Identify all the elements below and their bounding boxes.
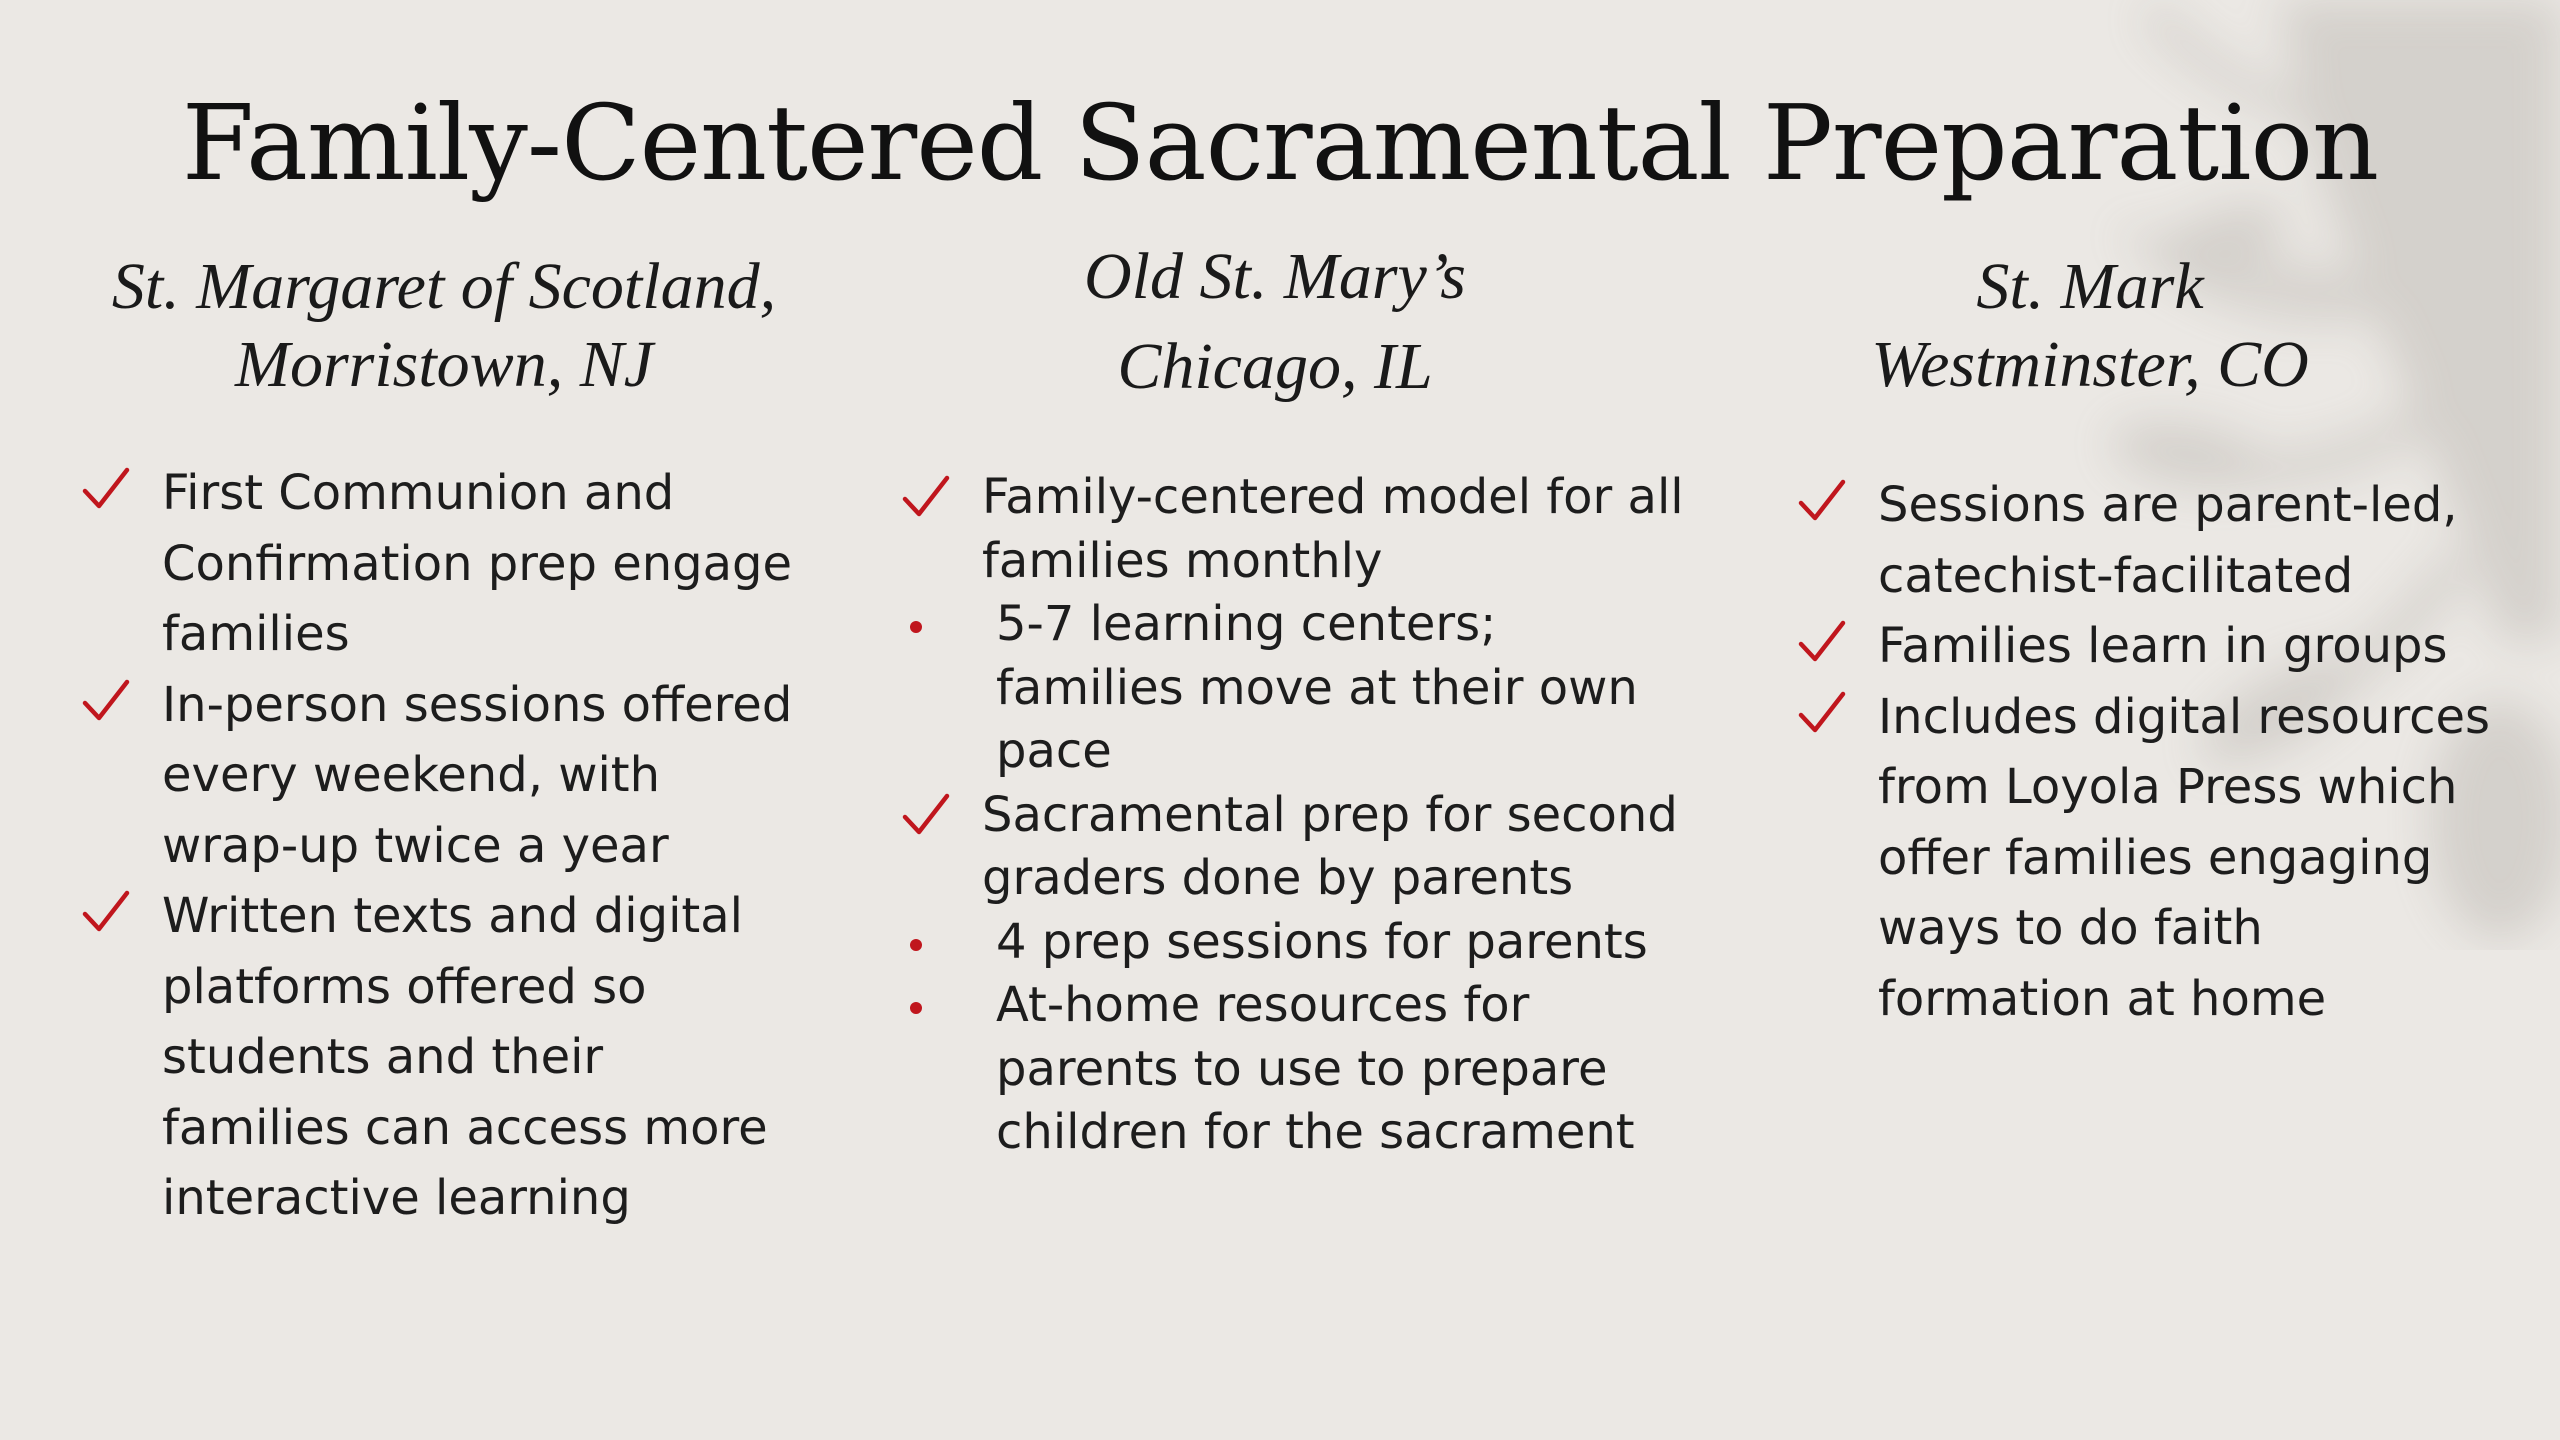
heading-line-location: Westminster, CO [1871,328,2309,401]
column-heading [1740,248,2440,404]
checklist [900,466,1690,1165]
sub-item-text: At-home resources for parents to use to prepare children for the sacrament [996,977,1635,1160]
check-icon [1796,617,1848,669]
check-icon [80,887,132,939]
check-icon [80,464,132,516]
list-item [1796,682,2496,1035]
check-icon [900,790,952,842]
bullet-dot-icon [910,939,922,951]
heading-line-location: Chicago, IL [1117,330,1433,403]
heading-line-parish: St. Margaret of Scotland, [111,250,777,323]
sub-list-item [900,911,1690,975]
item-text: Families learn in groups [1878,618,2448,674]
column-heading [84,248,804,404]
item-text: In-person sessions offered every weekend, with wrap-up twice a year [162,676,793,874]
checklist [80,458,800,1234]
heading-line-location: Morristown, NJ [234,328,654,401]
list-item [900,466,1690,593]
list-item [1796,611,2496,682]
check-icon [1796,688,1848,740]
list-item [80,881,800,1234]
item-text: Sacramental prep for second graders done by parents [982,786,1678,906]
list-item [80,458,800,670]
bullet-dot-icon [910,621,922,633]
heading-line-parish: St. Mark [1976,250,2204,323]
item-text: Family-centered model for all families monthly [982,469,1684,589]
sub-list-item [900,593,1690,784]
checklist [1796,470,2496,1034]
list-item [1796,470,2496,611]
check-icon [900,472,952,524]
sub-item-text: 5-7 learning centers; families move at their own pace [996,596,1638,779]
check-icon [80,676,132,728]
item-text: Written texts and digital platforms offered so students and their families can access more interactive learning [162,888,768,1226]
list-item [80,670,800,882]
sub-item-text: 4 prep sessions for parents [996,913,1648,970]
check-icon [1796,476,1848,528]
item-text: Includes digital resources from Loyola Press which offer families engaging ways to do faith formation at home [1878,688,2491,1027]
item-text: Sessions are parent-led, catechist-facilitated [1878,477,2458,604]
slide-title: Family-Centered Sacramental Preparation [181,82,2379,204]
item-text: First Communion and Confirmation prep engage families [162,465,793,662]
heading-line-parish: Old St. Mary’s [1084,240,1466,313]
column-heading [860,232,1690,412]
sub-list-item [900,974,1690,1165]
bullet-dot-icon [910,1002,922,1014]
list-item [900,784,1690,911]
